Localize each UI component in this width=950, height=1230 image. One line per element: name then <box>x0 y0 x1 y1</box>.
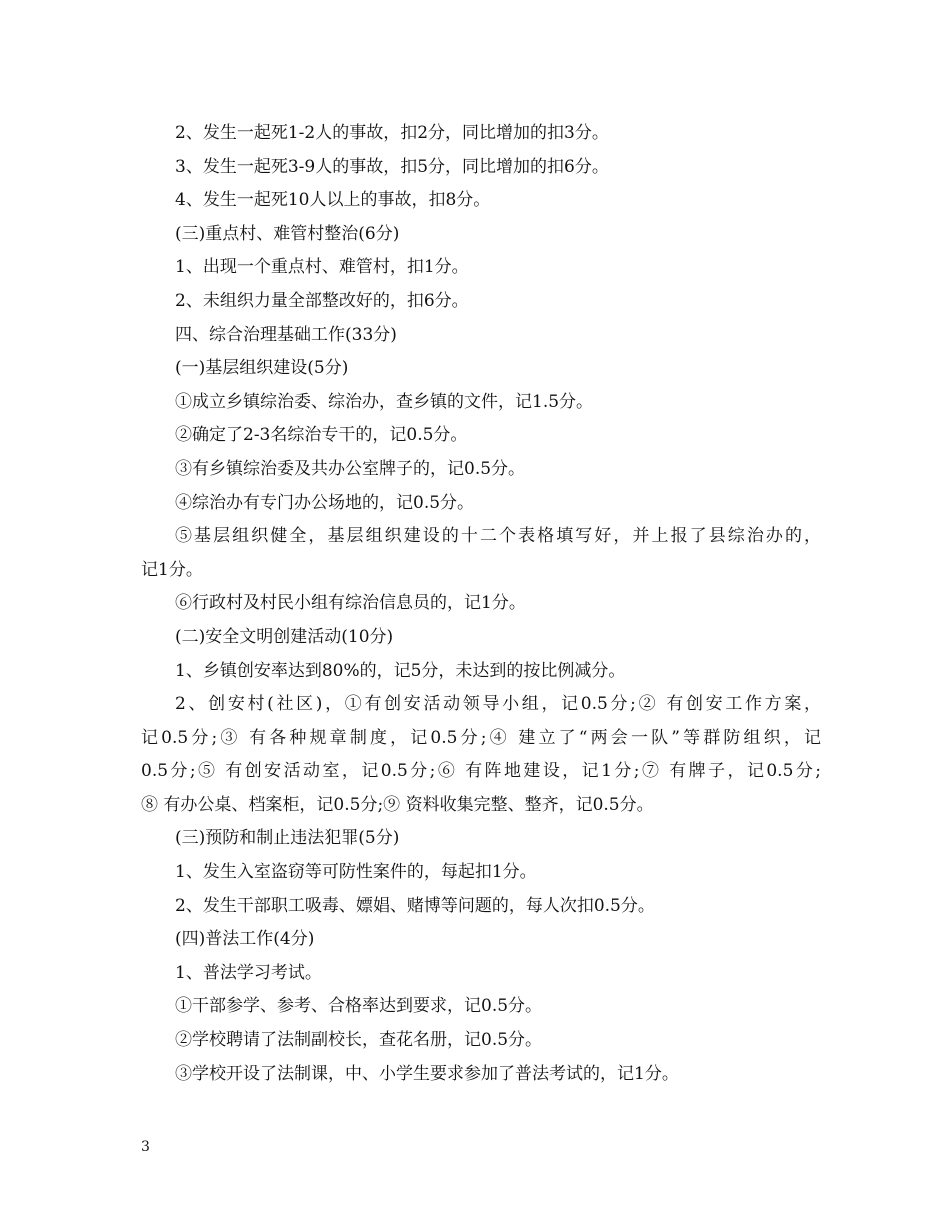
text-line: (四)普法工作(4分) <box>175 929 315 950</box>
text-line: 记0.5分;③ 有各种规章制度，记0.5分;④ 建立了“两会一队”等群防组织，记 <box>141 727 821 748</box>
text-line: 1、发生入室盗窃等可防性案件的，每起扣1分。 <box>175 862 537 883</box>
text-line: 2、发生一起死1-2人的事故，扣2分，同比增加的扣3分。 <box>175 123 609 143</box>
text-line: 2、未组织力量全部整改好的，扣6分。 <box>175 290 469 311</box>
text-line: 1、出现一个重点村、难管村，扣1分。 <box>175 257 469 278</box>
text-line: (三)预防和制止违法犯罪(5分) <box>175 828 400 849</box>
text-line: ⑥行政村及村民小组有综治信息员的，记1分。 <box>175 593 526 614</box>
text-line: ⑧ 有办公桌、档案柜，记0.5分;⑨ 资料收集完整、整齐，记0.5分。 <box>141 794 654 815</box>
text-line: ⑤基层组织健全，基层组织建设的十二个表格填写好，并上报了县综治办的， <box>175 526 821 547</box>
text-line: 0.5分;⑤ 有创安活动室，记0.5分;⑥ 有阵地建设，记1分;⑦ 有牌子，记0.5分; <box>141 761 821 782</box>
text-line: (二)安全文明创建活动(10分) <box>175 626 394 647</box>
text-line: 1、普法学习考试。 <box>175 962 322 983</box>
text-line: 2、发生干部职工吸毒、嫖娼、赌博等问题的，每人次扣0.5分。 <box>175 895 655 916</box>
text-line: ②学校聘请了法制副校长，查花名册，记0.5分。 <box>175 1030 543 1051</box>
text-line: 3、发生一起死3-9人的事故，扣5分，同比增加的扣6分。 <box>175 156 609 177</box>
text-line: ①干部参学、参考、合格率达到要求，记0.5分。 <box>175 996 543 1017</box>
text-line: ③有乡镇综治委及共办公室牌子的，记0.5分。 <box>175 458 526 479</box>
text-line: ③学校开设了法制课，中、小学生要求参加了普法考试的，记1分。 <box>175 1063 679 1084</box>
document-body <box>141 117 821 1091</box>
text-line: (三)重点村、难管村整治(6分) <box>175 223 400 244</box>
text-line: (一)基层组织建设(5分) <box>175 358 349 379</box>
text-line: 1、乡镇创安率达到80%的，记5分，未达到的按比例减分。 <box>175 660 626 681</box>
text-line: ②确定了2-3名综治专干的，记0.5分。 <box>175 425 468 446</box>
text-line: ①成立乡镇综治委、综治办，查乡镇的文件，记1.5分。 <box>175 391 594 412</box>
text-line: 2、创安村(社区)，①有创安活动领导小组，记0.5分;② 有创安工作方案， <box>175 694 821 715</box>
page-number: 3 <box>141 1139 150 1155</box>
text-line: 4、发生一起死10人以上的事故，扣8分。 <box>175 190 491 211</box>
text-line: 记1分。 <box>141 559 203 580</box>
text-line: ④综治办有专门办公场地的，记0.5分。 <box>175 492 475 513</box>
text-line: 四、综合治理基础工作(33分) <box>175 324 397 345</box>
